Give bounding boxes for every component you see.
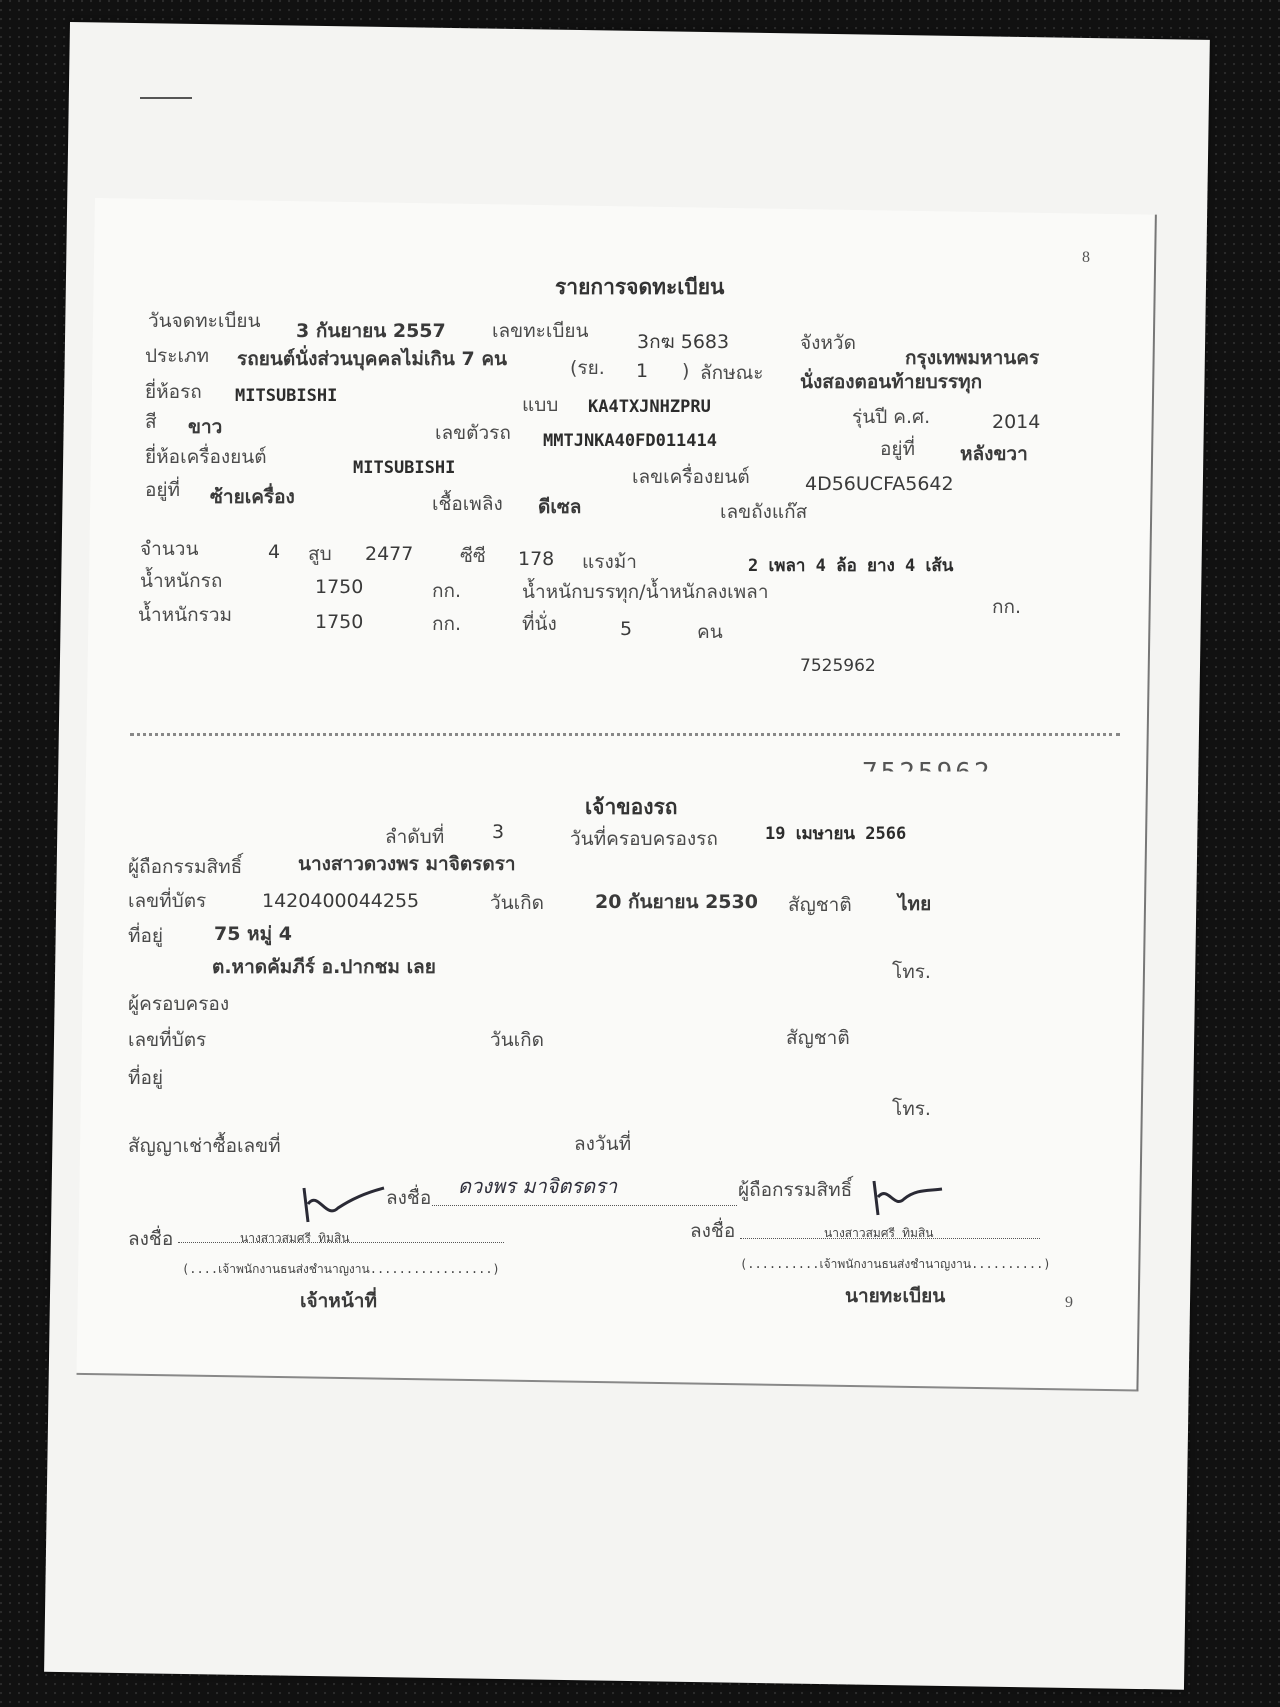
model-label: แบบ — [522, 394, 559, 416]
chassis-loc-label: อยู่ที่ — [880, 438, 916, 460]
id-label: เลขที่บัตร — [128, 890, 207, 912]
left-signature-scribble — [298, 1180, 388, 1230]
province-value: กรุงเทพมหานคร — [905, 347, 1040, 369]
ry-value: 1 — [636, 360, 649, 382]
possessor-address-label: ที่อยู่ — [128, 1067, 164, 1089]
color-label: สี — [145, 411, 157, 433]
engine-loc-value: ซ้ายเครื่อง — [210, 486, 295, 508]
address-line1: 75 หมู่ 4 — [214, 923, 292, 945]
gas-tank-label: เลขถังแก๊ส — [720, 501, 808, 523]
holder-sign-role: ผู้ถือกรรมสิทธิ์ — [738, 1179, 853, 1201]
id-value: 1420400044255 — [262, 890, 420, 912]
chassis-value: MMTJNKA40FD011414 — [543, 431, 717, 451]
weight-unit: กก. — [432, 580, 462, 602]
tel-label: โทร. — [892, 961, 931, 983]
cc-label: ซีซี — [460, 545, 486, 567]
seats-value: 5 — [620, 618, 633, 640]
plate-label: เลขทะเบียน — [492, 320, 589, 342]
year-value: 2014 — [992, 411, 1041, 433]
perforation-dots — [130, 733, 1120, 736]
official-right-position: (..........เจ้าพนักงานธนส่งชำนาญงาน..........) — [740, 1257, 1051, 1271]
gross-unit: กก. — [432, 613, 462, 635]
cylinders-label: สูบ — [308, 543, 332, 565]
reference-number: 7525962 — [800, 656, 876, 676]
holder-label: ผู้ถือกรรมสิทธิ์ — [128, 856, 243, 878]
dob-label: วันเกิด — [490, 892, 544, 914]
official-left-sign-label: ลงชื่อ — [128, 1228, 174, 1250]
address-line2: ต.หาดคัมภีร์ อ.ปากชม เลย — [212, 956, 436, 978]
seats-label: ที่นั่ง — [522, 613, 557, 635]
holder-sign-label: ลงชื่อ — [386, 1187, 432, 1209]
seats-unit: คน — [697, 621, 723, 643]
type-value: รถยนต์นั่งส่วนบุคคลไม่เกิน 7 คน — [237, 348, 508, 370]
dob-value: 20 กันยายน 2530 — [595, 891, 758, 913]
style-label: ลักษณะ — [700, 362, 764, 384]
cylinders-value: 4 — [268, 541, 281, 563]
holder-sign-line — [432, 1205, 737, 1206]
holder-handwritten-signature: ดวงพร มาจิตรดรา — [458, 1174, 618, 1198]
right-signature-scribble — [866, 1175, 946, 1225]
load-unit: กก. — [992, 596, 1022, 618]
possessor-tel-label: โทร. — [892, 1098, 931, 1120]
page-number-bottom: 9 — [1065, 1294, 1073, 1311]
official-left-name: นางสาวสมศรี ทิมสิน — [240, 1231, 350, 1245]
lease-date-label: ลงวันที่ — [574, 1133, 632, 1155]
seq-label: ลำดับที่ — [385, 826, 445, 848]
pen-dash-mark — [140, 97, 192, 99]
own-date-label: วันที่ครอบครองรถ — [570, 828, 718, 850]
address-label: ที่อยู่ — [128, 925, 164, 947]
brand-value: MITSUBISHI — [235, 386, 338, 406]
count-label: จำนวน — [140, 538, 199, 560]
cc-value: 2477 — [365, 543, 414, 565]
reg-date-label: วันจดทะเบียน — [148, 310, 261, 332]
possessor-id-label: เลขที่บัตร — [128, 1029, 207, 1051]
owner-title: เจ้าของรถ — [585, 795, 678, 819]
fuel-label: เชื้อเพลิง — [432, 493, 503, 515]
possessor-nat-label: สัญชาติ — [786, 1027, 850, 1049]
official-right-sign-label: ลงชื่อ — [690, 1220, 736, 1242]
type-label: ประเภท — [145, 345, 210, 367]
holder-value: นางสาวดวงพร มาจิตรดรา — [298, 853, 516, 875]
brand-label: ยี่ห้อรถ — [145, 381, 202, 403]
year-label: รุ่นปี ค.ศ. — [852, 406, 931, 428]
engine-no-label: เลขเครื่องยนต์ — [632, 466, 750, 488]
official-left-role: เจ้าหน้าที่ — [300, 1290, 378, 1312]
official-left-position: (....เจ้าพนักงานธนส่งชำนาญงาน.................) — [182, 1262, 500, 1276]
lease-label: สัญญาเช่าซื้อเลขที่ — [128, 1135, 281, 1157]
gross-value: 1750 — [315, 611, 364, 633]
color-value: ขาว — [188, 416, 223, 438]
hp-value: 178 — [518, 548, 555, 570]
nationality-value: ไทย — [898, 893, 932, 915]
ry-suffix: ) — [682, 360, 690, 382]
seq-value: 3 — [492, 821, 505, 843]
style-value: นั่งสองตอนท้ายบรรทุก — [800, 371, 983, 393]
chassis-loc-value: หลังขวา — [960, 443, 1028, 465]
axles-value: 2 เพลา 4 ล้อ ยาง 4 เส้น — [748, 556, 954, 576]
hp-label: แรงม้า — [582, 551, 637, 573]
engine-brand-value: MITSUBISHI — [353, 458, 456, 478]
official-right-role: นายทะเบียน — [845, 1285, 946, 1307]
ry-prefix: (รย. — [570, 357, 605, 379]
model-value: KA4TXJNHZPRU — [588, 397, 711, 417]
weight-value: 1750 — [315, 576, 364, 598]
gross-label: น้ำหนักรวม — [138, 604, 233, 626]
fuel-value: ดีเซล — [538, 496, 582, 518]
load-label: น้ำหนักบรรทุก/น้ำหนักลงเพลา — [522, 581, 769, 603]
weight-label: น้ำหนักรถ — [140, 570, 223, 592]
engine-loc-label: อยู่ที่ — [145, 479, 181, 501]
province-label: จังหวัด — [800, 332, 856, 354]
engine-no-value: 4D56UCFA5642 — [805, 473, 954, 495]
registration-title: รายการจดทะเบียน — [555, 275, 725, 299]
reg-date-value: 3 กันยายน 2557 — [296, 320, 446, 342]
possessor-label: ผู้ครอบครอง — [128, 993, 230, 1015]
chassis-label: เลขตัวรถ — [435, 422, 511, 444]
official-right-name: นางสาวสมศรี ทิมสิน — [824, 1226, 934, 1240]
nationality-label: สัญชาติ — [788, 894, 852, 916]
possessor-dob-label: วันเกิด — [490, 1029, 544, 1051]
plate-value: 3กฆ 5683 — [637, 331, 730, 353]
engine-brand-label: ยี่ห้อเครื่องยนต์ — [145, 446, 267, 468]
own-date-value: 19 เมษายน 2566 — [765, 824, 907, 844]
page-number-top: 8 — [1082, 249, 1090, 266]
